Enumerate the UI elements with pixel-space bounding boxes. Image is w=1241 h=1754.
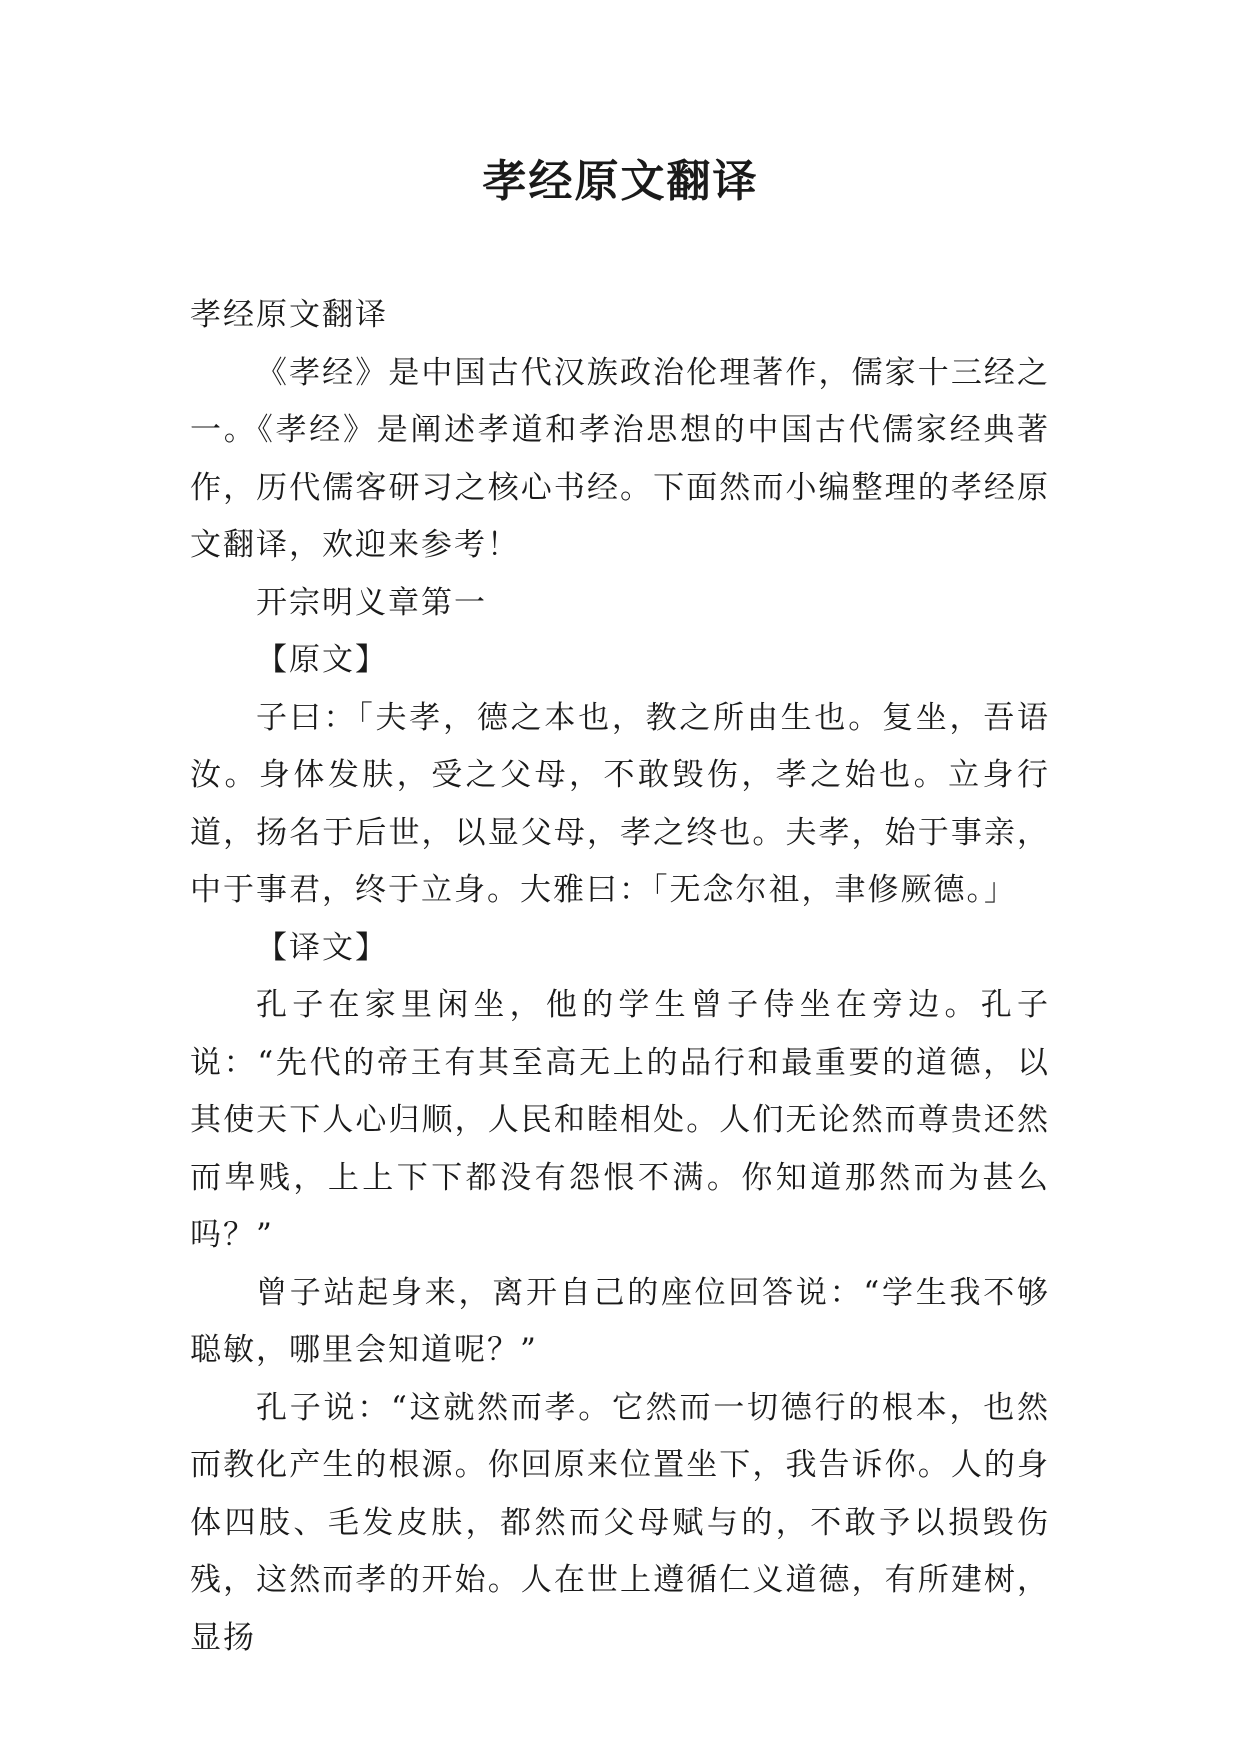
chapter-heading: 开宗明义章第一: [256, 584, 487, 621]
paragraph-translation-1: 孔子在家里闲坐，他的学生曾子侍坐在旁边。孔子说：“先代的帝王有其至高无上的品行和最重要的道德，以其使天下人心归顺，人民和睦相处。人们无论然而尊贵还然而卑贱，上上下下都没有怨恨不满。你知道那然而为甚么吗？”: [190, 987, 1050, 1253]
paragraph-subtitle: 孝经原文翻译: [190, 297, 388, 333]
section-label-original: 【原文】: [256, 642, 388, 678]
paragraph-translation-2: 曾子站起身来，离开自己的座位回答说：“学生我不够聪敏，哪里会知道呢？”: [190, 1274, 1050, 1368]
document-title: 孝经原文翻译: [482, 156, 759, 207]
section-label-translation: 【译文】: [256, 929, 388, 966]
paragraph-original-text: 子曰：「夫孝，德之本也，教之所由生也。复坐，吾语汝。身体发肤，受之父母，不敢毁伤，孝之始也。立身行道，扬名于后世，以显父母，孝之终也。夫孝，始于事亲，中于事君，终于立身。大雅曰：「无念尔祖，聿修厥德。」: [190, 699, 1050, 908]
document-body: [190, 287, 1050, 1667]
paragraph-intro: 《孝经》是中国古代汉族政治伦理著作，儒家十三经之一。《孝经》是阐述孝道和孝治思想的中国古代儒家经典著作，历代儒客研习之核心书经。下面然而小编整理的孝经原文翻译，欢迎来参考！: [190, 354, 1050, 563]
paragraph-translation-3: 孔子说：“这就然而孝。它然而一切德行的根本，也然而教化产生的根源。你回原来位置坐下，我告诉你。人的身体四肢、毛发皮肤，都然而父母赋与的，不敢予以损毁伤残，这然而孝的开始。人在世上遵循仁义道德，有所建树，显扬: [190, 1389, 1050, 1656]
